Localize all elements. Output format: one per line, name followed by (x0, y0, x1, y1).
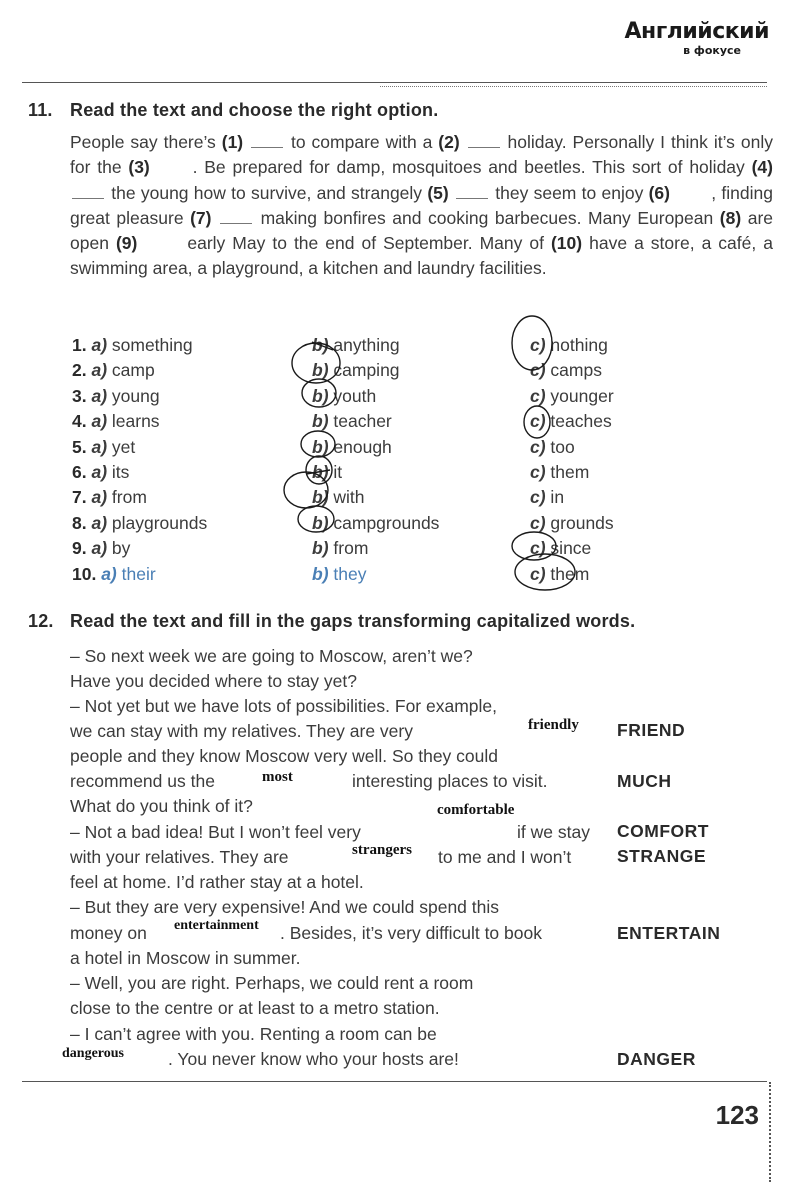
option-text: camps (545, 360, 602, 381)
option-number: 10. (72, 563, 102, 584)
capital-word: MUCH (617, 771, 672, 791)
option-b (312, 358, 400, 383)
option-text: playgrounds (107, 512, 208, 533)
option-label: b) (312, 335, 329, 355)
page-number: 123 (715, 1100, 759, 1130)
dialogue-line: to me and I won’t (438, 847, 572, 867)
option-label: c) (530, 538, 546, 559)
option-label: b) (312, 462, 329, 482)
option-text: grounds (545, 512, 614, 533)
dialogue-line: . Besides, it’s very difficult to book (280, 923, 542, 943)
option-text: too (545, 436, 575, 457)
dialogue-line: people and they know Moscow very well. So they could (70, 746, 499, 766)
option-text: by (107, 538, 131, 559)
option-b (312, 485, 365, 510)
gap-blank (468, 133, 500, 148)
option-label: c) (530, 512, 546, 533)
option-text: teaches (545, 411, 612, 432)
option-number: 2. (72, 360, 92, 381)
option-a (72, 358, 155, 383)
option-label: a) (91, 512, 108, 533)
option-text: learns (107, 411, 160, 432)
handwritten-answer: most (262, 769, 293, 785)
option-text: it (328, 462, 343, 482)
dialogue-line: a hotel in Moscow in summer. (70, 948, 301, 968)
option-label: a) (91, 360, 108, 381)
option-number: 3. (72, 385, 92, 406)
gap-blank (159, 159, 191, 173)
option-text: anything (328, 335, 400, 355)
exercise-12-title (28, 611, 635, 632)
option-text: something (107, 335, 193, 355)
dialogue-line: with your relatives. They are (70, 847, 289, 867)
exercise-12-number: 12. (28, 611, 54, 631)
option-number: 9. (72, 538, 92, 559)
handwritten-answer: comfortable (437, 802, 515, 818)
capital-word: COMFORT (617, 821, 709, 841)
option-text: them (545, 462, 590, 482)
handwritten-answer: dangerous (62, 1046, 124, 1061)
option-label: a) (91, 462, 108, 482)
handwritten-answer: strangers (352, 842, 412, 858)
option-number: 7. (72, 487, 92, 508)
option-text: camping (328, 360, 400, 381)
option-c (530, 435, 575, 460)
option-label: a) (91, 487, 108, 508)
option-b (312, 409, 392, 434)
option-b (312, 435, 392, 460)
option-a (72, 435, 135, 460)
option-b (312, 460, 342, 485)
option-a (72, 485, 147, 510)
option-label: c) (530, 385, 546, 406)
option-c (530, 485, 564, 510)
option-a (72, 409, 160, 434)
footer-rule (22, 1081, 767, 1082)
header-dotted-rule (380, 86, 767, 87)
option-text: they (328, 563, 367, 584)
gap-blank (72, 184, 104, 199)
option-text: since (545, 538, 592, 559)
option-label: c) (530, 462, 546, 482)
dialogue-line: – I can’t agree with you. Renting a room can be (70, 1024, 437, 1044)
option-text: in (545, 487, 565, 508)
handwritten-answer: friendly (528, 717, 579, 733)
option-c (530, 460, 589, 485)
dialogue-line: money on (70, 923, 147, 943)
option-b (312, 562, 366, 587)
option-label: a) (91, 385, 108, 406)
option-label: a) (101, 563, 117, 584)
logo-subtitle: в фокусе (683, 44, 741, 57)
handwritten-answer: entertainment (174, 918, 259, 933)
option-text: youth (328, 385, 377, 406)
side-dotted-rule (769, 1082, 771, 1182)
option-b (312, 333, 400, 358)
option-number: 1. (72, 335, 92, 355)
option-label: c) (530, 487, 546, 508)
option-text: camp (107, 360, 155, 381)
dialogue-line: close to the centre or at least to a metro station. (70, 998, 440, 1018)
dialogue-line: – Not a bad idea! But I won’t feel very (70, 822, 361, 842)
option-label: a) (91, 436, 108, 457)
option-text: its (107, 462, 130, 482)
option-text: from (107, 487, 147, 508)
dialogue-line: recommend us the (70, 771, 215, 791)
gap-number: (8) (719, 207, 742, 228)
option-label: a) (91, 335, 108, 355)
book-logo (625, 20, 769, 58)
option-text: their (116, 563, 156, 584)
paragraph-text: to compare with a (285, 132, 439, 152)
option-c (530, 536, 591, 561)
gap-number: (6) (648, 182, 670, 203)
option-text: them (545, 563, 590, 584)
gap-number: (4) (751, 157, 773, 178)
dialogue-line: What do you think of it? (70, 796, 253, 816)
option-c (530, 409, 612, 434)
gap-number: (2) (438, 132, 460, 152)
option-c (530, 333, 608, 358)
dialogue-line: interesting places to visit. (352, 771, 548, 791)
option-label: b) (312, 436, 329, 457)
header-rule (22, 82, 767, 83)
gap-blank (677, 185, 709, 199)
option-number: 5. (72, 436, 92, 457)
dialogue-line: we can stay with my relatives. They are very (70, 721, 413, 741)
option-c (530, 384, 614, 409)
gap-number: (9) (115, 233, 138, 254)
option-label: b) (312, 538, 329, 559)
option-label: b) (312, 360, 329, 381)
option-a (72, 562, 156, 587)
paragraph-text: early May to the end of September. Many of (180, 233, 551, 254)
paragraph-text: making bonfires and cooking barbecues. Many European (254, 207, 720, 228)
option-a (72, 384, 160, 409)
option-number: 6. (72, 462, 92, 482)
option-label: c) (530, 436, 546, 457)
option-text: enough (328, 436, 392, 457)
exercise-11-number: 11. (28, 100, 53, 120)
paragraph-text: , finding great pleasure (70, 182, 773, 228)
option-label: b) (312, 563, 329, 584)
dialogue-line: Have you decided where to stay yet? (70, 671, 357, 691)
option-number: 4. (72, 411, 92, 432)
dialogue-line: – Well, you are right. Perhaps, we could rent a room (70, 973, 474, 993)
option-c (530, 511, 614, 536)
option-label: b) (312, 512, 329, 533)
option-text: with (328, 487, 365, 508)
option-label: a) (91, 411, 108, 432)
capital-word: STRANGE (617, 846, 707, 866)
dialogue-line: feel at home. I’d rather stay at a hotel. (70, 872, 364, 892)
option-a (72, 333, 193, 358)
dialogue-line: if we stay (517, 822, 590, 842)
option-label: a) (91, 538, 108, 559)
option-text: campgrounds (328, 512, 440, 533)
paragraph-text: the young how to survive, and strangely (106, 182, 428, 203)
gap-blank (220, 209, 252, 224)
option-a (72, 536, 130, 561)
capital-word: DANGER (617, 1049, 696, 1069)
gap-blank (251, 133, 283, 148)
option-number: 8. (72, 512, 92, 533)
exercise-11-instruction: Read the text and choose the right option. (70, 100, 439, 120)
paragraph-text: . Be prepared for damp, mosquitoes and beetles. This sort of holiday (192, 157, 752, 178)
option-c (530, 358, 602, 383)
option-text: from (328, 538, 369, 559)
gap-number: (5) (427, 182, 449, 203)
option-label: c) (530, 563, 546, 584)
gap-number: (1) (221, 132, 244, 152)
exercise-11-title (28, 100, 438, 121)
paragraph-text: they seem to enjoy (489, 182, 649, 203)
paragraph-text: have a store, a café, a swimming area, a playground, a kitchen and laundry facilities. (70, 233, 773, 279)
gap-number: (7) (190, 207, 212, 228)
option-label: b) (312, 487, 329, 508)
gap-number: (10) (550, 233, 583, 254)
paragraph-text: are open (70, 207, 773, 254)
option-text: teacher (328, 411, 392, 432)
option-b (312, 536, 368, 561)
option-label: c) (530, 335, 546, 355)
paragraph-text: People say there’s (70, 132, 222, 152)
exercise-11-paragraph (70, 130, 773, 282)
option-text: younger (545, 385, 614, 406)
capital-word: FRIEND (617, 720, 686, 740)
option-c (530, 562, 589, 587)
capital-word: ENTERTAIN (617, 923, 721, 943)
dialogue-line: – Not yet but we have lots of possibilities. For example, (70, 696, 498, 716)
option-a (72, 460, 129, 485)
dialogue-line: – So next week we are going to Moscow, aren’t we? (70, 646, 473, 666)
option-a (72, 511, 207, 536)
option-b (312, 511, 439, 536)
option-text: yet (107, 436, 136, 457)
option-label: c) (530, 360, 546, 381)
dialogue-line: – But they are very expensive! And we could spend this (70, 897, 500, 917)
option-text: young (107, 385, 160, 406)
gap-number: (3) (128, 157, 150, 178)
gap-blank (146, 235, 178, 249)
dialogue-line: . You never know who your hosts are! (168, 1049, 459, 1069)
gap-blank (456, 184, 488, 199)
option-b (312, 384, 376, 409)
option-label: b) (312, 411, 329, 432)
paragraph-text: holiday. Personally I think it’s only for the (70, 132, 773, 178)
option-label: b) (312, 385, 329, 406)
logo-title: Английский (624, 19, 769, 44)
option-text: nothing (545, 335, 608, 355)
exercise-12-instruction: Read the text and fill in the gaps transforming capitalized words. (70, 611, 636, 631)
option-label: c) (530, 411, 546, 432)
